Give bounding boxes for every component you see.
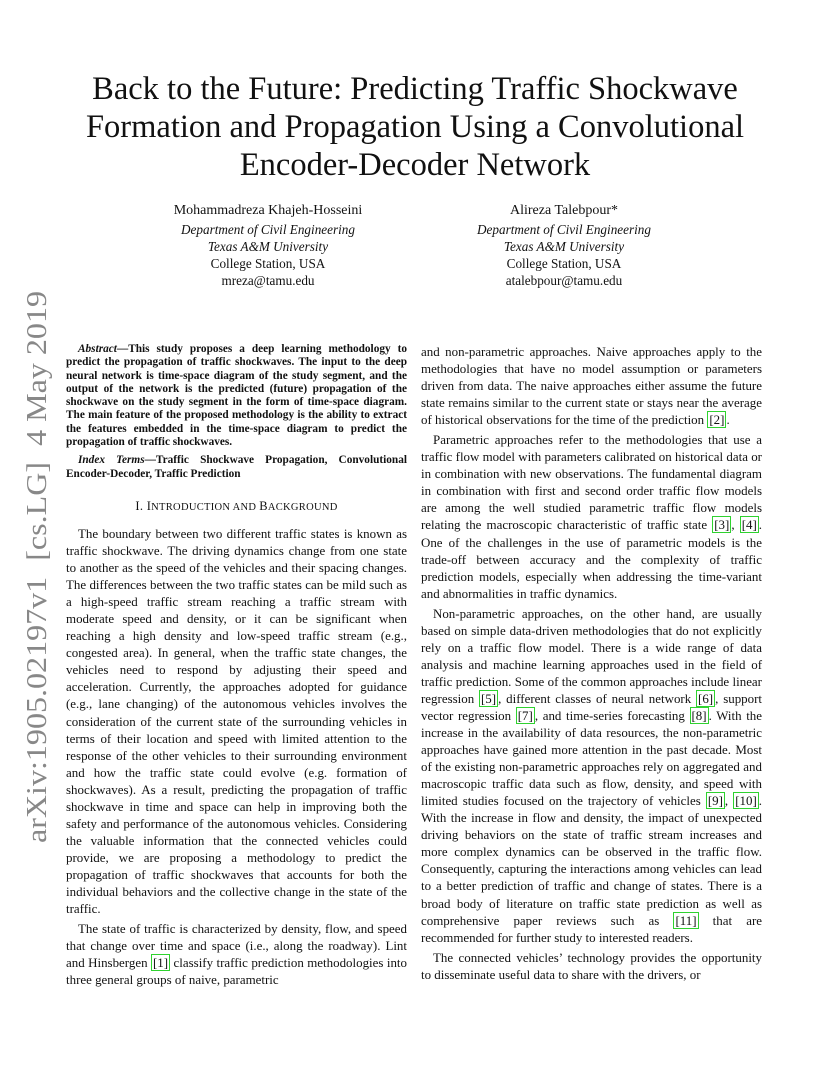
author-name: Alireza Talebpour* <box>510 203 618 218</box>
citation-link[interactable]: [2] <box>709 412 725 428</box>
title-line-3: Encoder-Decoder Network <box>239 147 591 183</box>
abstract-text: —This study proposes a deep learning methodology to predict the propagation of traffic shockwaves. The input to the deep neural network is time-space diagram of the study segment, and the output of the network is the predicted (future) propagation of the shockwave on the study segment in the form of time-space diagram. The main feature of the proposed methodology is the ability to extract the features embedded in the time-space diagram to predict the propagation of traffic shockwaves. <box>66 343 407 449</box>
index-terms-text: —Traffic Shockwave Propagation, Convolutional Encoder-Decoder, Traffic Prediction <box>66 454 407 480</box>
author-university: Texas A&M University <box>503 239 625 254</box>
citation-link[interactable]: [10] <box>735 793 757 809</box>
citation-link[interactable]: [4] <box>741 517 757 533</box>
citation-link[interactable]: [11] <box>675 912 697 928</box>
body-paragraph-parametric: Parametric approaches refer to the methodologies that use a traffic flow model with parameters calibrated on historical data or in combination with new observations. The fundamental diagram in combination with first and second order traffic flow models are among the well studied parametric traffic flow models relating the macroscopic characteristic of traffic state [3] , [4] . One of the challenges in the use of parametric models is the trade-off between accuracy and the complexity of traffic prediction models, especially when addressing the time-variant and abnormalities in traffic dynamics. <box>421 432 763 601</box>
intro-paragraph-1: The boundary between two different traffic states is known as traffic shockwave. The driving dynamics change from one state to another as the speed of the vehicles and their spacing changes. The differences between the two traffic states can be mild such as a high-speed traffic stream reaching a traffic stream with moderate speed and density, or it can be significant when reaching a high density and low-speed traffic stream (e.g., congested area). In general, when the traffic state changes, the vehicles need to respond by adjusting their speed and acceleration. Currently, the approaches adopted for guidance (e.g., lane changing) of the autonomous vehicles involves the consideration of the current state of the surrounding vehicles in terms of their location and speed with limited attention to the response of the other vehicles to their surrounding environment and how the traffic state could evolve (e.g. formation of shockwaves). As a result, predicting the propagation of traffic shockwave in time and space can help in improving both the safety and performance of the autonomous vehicles. Considering the valuable information that the connected vehicles could provide, we are proposing a methodology to predict the propagation of traffic shockwaves that accounts for both the individual behaviors and the collective change in the state of the traffic. <box>66 526 407 917</box>
author-department: Department of Civil Engineering <box>181 222 355 237</box>
author-department: Department of Civil Engineering <box>477 222 651 237</box>
arxiv-stamp <box>2 287 62 847</box>
abstract <box>66 343 407 449</box>
author-block-1 <box>118 202 418 289</box>
right-column <box>421 343 762 983</box>
arxiv-stamp-text: arXiv:1905.02197v1 [cs.LG] 4 May 2019 <box>22 360 53 843</box>
body-paragraph-naive: and non-parametric approaches. Naive approaches apply to the methodologies that have no model assumption or parameters driven from data. The naive approaches either assume the future state remains similar to the current state or stays near the average of historical observations for the time of the prediction [2] . <box>421 344 762 428</box>
index-terms-lead: Index Terms <box>78 454 145 467</box>
citation-link[interactable]: [7] <box>517 707 533 723</box>
citation-link[interactable]: [8] <box>691 707 707 723</box>
citation-link[interactable]: [1] <box>153 955 169 971</box>
title-line-2: Formation and Propagation Using a Convolutional <box>85 109 745 145</box>
citation-link[interactable]: [3] <box>714 517 730 533</box>
author-university: Texas A&M University <box>207 239 329 254</box>
index-terms <box>66 454 407 481</box>
author-block-2 <box>414 202 714 289</box>
section-heading: I. INTRODUCTION AND BACKGROUND <box>135 498 338 513</box>
citation-link[interactable]: [6] <box>698 690 714 706</box>
author-email: atalebpour@tamu.edu <box>505 273 623 288</box>
abstract-lead: Abstract <box>78 343 117 355</box>
citation-link[interactable]: [5] <box>481 690 497 706</box>
intro-paragraph-2: The state of traffic is characterized by density, flow, and speed that change over time and space (i.e., along the roadway). Lint and Hinsbergen [1] classify traffic prediction methodologies into three general groups of naive, parametric <box>66 921 407 988</box>
left-column <box>66 343 407 988</box>
author-city: College Station, USA <box>506 256 622 271</box>
title-line-1: Back to the Future: Predicting Traffic Shockwave <box>92 71 738 107</box>
paper-title <box>70 70 760 184</box>
author-name: Mohammadreza Khajeh-Hosseini <box>173 203 363 218</box>
body-paragraph-nonparametric: Non-parametric approaches, on the other hand, are usually based on simple data-driven methodologies that do not explicitly rely on a traffic flow model. There is a wide range of data analysis and machine learning approaches used in the field of traffic prediction. Some of the common approaches include linear regression [5] , different classes of neural network [6] , support vector regression [7] , and time-series forecasting [8] . With the increase in the availability of data resources, the non-parametric approaches have gained more attention in the past decade. Most of the existing non-parametric approaches rely on aggregated and macroscopic traffic data such as flow, density, and speed with limited studies focused on the trajectory of vehicles [9] , [10] . With the increase in flow and density, the impact of unexpected driving behaviors on the state of traffic stream increases and more complex dynamics can be observed in the traffic flow. Consequently, capturing the interactions among vehicles can lead to a better prediction of traffic and change of states. There is a broad body of literature on traffic state prediction as well as comprehensive paper reviews such as [11] that are recommended for further study to interested readers. <box>421 605 763 945</box>
body-paragraph-connected: The connected vehicles’ technology provides the opportunity to disseminate useful data to share with the drivers, or <box>421 949 762 982</box>
author-email: mreza@tamu.edu <box>221 273 315 288</box>
citation-link[interactable]: [9] <box>707 793 723 809</box>
author-city: College Station, USA <box>210 256 326 271</box>
